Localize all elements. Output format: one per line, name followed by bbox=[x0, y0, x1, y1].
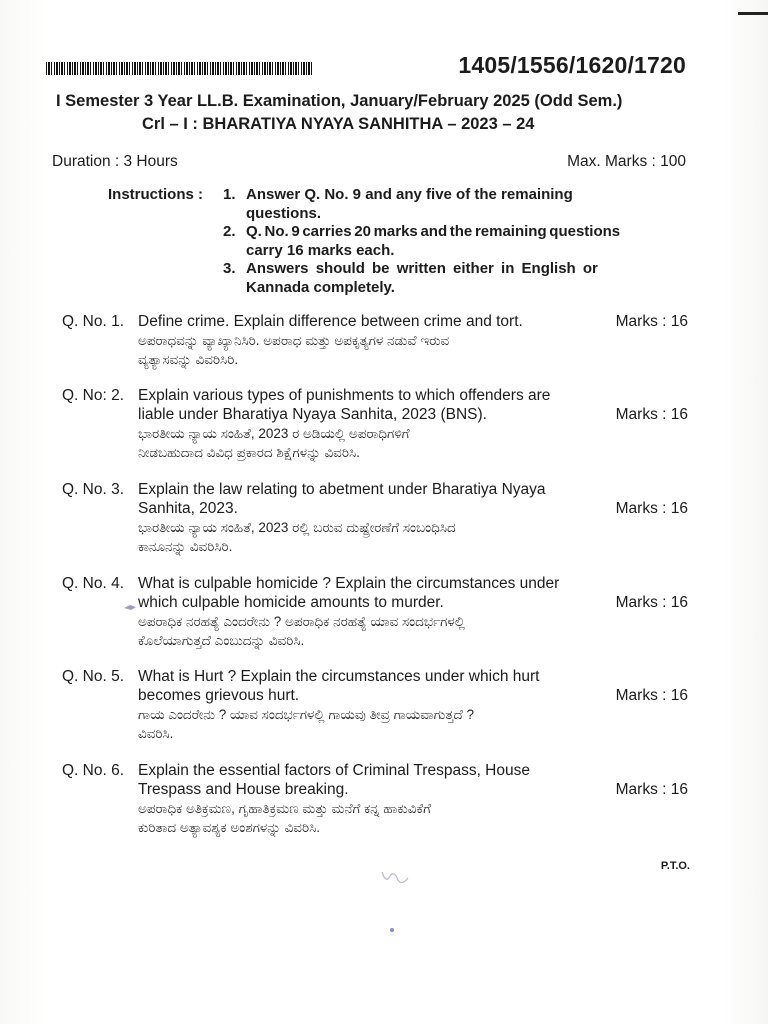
question-number: Q. No. 1. bbox=[62, 313, 125, 330]
instruction-line: carry 16 marks each. bbox=[246, 242, 395, 259]
instruction-number: 2. bbox=[223, 223, 236, 240]
question-english-line: What is culpable homicide ? Explain the circumstances under bbox=[138, 575, 560, 592]
question-number: Q. No: 2. bbox=[62, 387, 125, 404]
question-marks: Marks : 16 bbox=[615, 594, 688, 611]
question-kannada-line: ವ್ಯತ್ಯಾಸವನ್ನು ವಿವರಿಸಿರಿ. bbox=[138, 352, 239, 367]
question-number: Q. No. 5. bbox=[62, 668, 125, 685]
pto-label: P.T.O. bbox=[660, 860, 690, 872]
question-text bbox=[138, 480, 596, 556]
barcode bbox=[46, 62, 312, 75]
exam-title: I Semester 3 Year LL.B. Examination, January/February 2025 (Odd Sem.) bbox=[56, 92, 623, 110]
question-kannada-line: ಭಾರತೀಯ ನ್ಯಾಯ ಸಂಹಿತೆ, 2023 ರ ಅಡಿಯಲ್ಲಿ ಅಪರಾಧಿಗಳಿಗೆ bbox=[138, 426, 410, 441]
question-kannada-line: ಕೊಲೆಯಾಗುತ್ತದೆ ಎಂಬುದನ್ನು ವಿವರಿಸಿ. bbox=[138, 633, 305, 648]
question-kannada-line: ಅಪರಾಧಿಕ ನರಹತ್ಯೆ ಎಂದರೇನು ? ಅಪರಾಧಿಕ ನರಹತ್ಯೆ ಯಾವ ಸಂದರ್ಭಗಳಲ್ಲಿ bbox=[138, 614, 465, 629]
question-marks: Marks : 16 bbox=[615, 500, 688, 517]
instructions-label: Instructions : bbox=[108, 186, 204, 203]
question-english-line: Explain the essential factors of Criminal Trespass, House bbox=[138, 762, 530, 779]
question-english-line: Explain various types of punishments to which offenders are bbox=[138, 387, 551, 404]
question-english-line: which culpable homicide amounts to murder. bbox=[138, 594, 444, 611]
question-english-line: Define crime. Explain difference between crime and tort. bbox=[138, 313, 523, 330]
instruction-line: questions. bbox=[246, 205, 322, 222]
ink-smudge bbox=[122, 602, 140, 612]
question-text bbox=[138, 761, 596, 837]
question-marks: Marks : 16 bbox=[615, 313, 688, 330]
question-kannada-line: ಕಾನೂನನ್ನು ವಿವರಿಸಿರಿ. bbox=[138, 539, 233, 554]
instruction-line: Answer Q. No. 9 and any five of the remaining bbox=[246, 186, 573, 203]
question-kannada-line: ಗಾಯ ಎಂದರೇನು ? ಯಾವ ಸಂದರ್ಭಗಳಲ್ಲಿ ಗಾಯವು ತೀವ್ರ ಗಾಯವಾಗುತ್ತದೆ ? bbox=[138, 707, 475, 722]
scan-edge-mark bbox=[738, 12, 768, 15]
max-marks: Max. Marks : 100 bbox=[567, 153, 686, 170]
question-english-line: Explain the law relating to abetment under Bharatiya Nyaya bbox=[138, 481, 546, 498]
question-kannada-line: ನೀಡಬಹುದಾದ ವಿವಿಧ ಪ್ರಕಾರದ ಶಿಕ್ಷೆಗಳನ್ನು ವಿವರಿಸಿ. bbox=[138, 445, 360, 460]
question-text bbox=[138, 574, 596, 650]
question-english-line: What is Hurt ? Explain the circumstances under which hurt bbox=[138, 668, 540, 685]
question-english-line: becomes grievous hurt. bbox=[138, 687, 300, 704]
paper-code: 1405/1556/1620/1720 bbox=[458, 52, 686, 78]
question-english-line: liable under Bharatiya Nyaya Sanhita, 2023 (BNS). bbox=[138, 406, 487, 423]
instruction-number: 3. bbox=[223, 260, 236, 277]
question-text bbox=[138, 667, 596, 743]
question-marks: Marks : 16 bbox=[615, 406, 688, 423]
question-text bbox=[138, 386, 596, 462]
instruction-line: Answers should be written either in English or bbox=[246, 260, 598, 277]
question-kannada-line: ಅಪರಾಧವನ್ನು ವ್ಯಾಖ್ಯಾನಿಸಿರಿ. ಅಪರಾಧ ಮತ್ತು ಅಪಕೃತ್ಯಗಳ ನಡುವೆ ಇರುವ bbox=[138, 333, 450, 348]
instruction-line: Kannada completely. bbox=[246, 279, 395, 296]
question-number: Q. No. 4. bbox=[62, 575, 125, 592]
question-text bbox=[138, 312, 596, 369]
ink-smudge bbox=[376, 866, 416, 890]
question-kannada-line: ಭಾರತೀಯ ನ್ಯಾಯ ಸಂಹಿತೆ, 2023 ರಲ್ಲಿ ಬರುವ ದುಷ್ಪ್ರೇರಣೆಗೆ ಸಂಬಂಧಿಸಿದ bbox=[138, 520, 456, 535]
paper-title: Crl – I : BHARATIYA NYAYA SANHITHA – 2023 – 24 bbox=[142, 115, 535, 133]
question-number: Q. No. 6. bbox=[62, 762, 125, 779]
instruction-line: Q. No. 9 carries 20 marks and the remaining questions bbox=[246, 223, 621, 240]
question-number: Q. No. 3. bbox=[62, 481, 125, 498]
question-english-line: Sanhita, 2023. bbox=[138, 500, 238, 517]
ink-smudge bbox=[388, 926, 396, 934]
question-marks: Marks : 16 bbox=[615, 781, 688, 798]
duration: Duration : 3 Hours bbox=[52, 153, 178, 170]
question-marks: Marks : 16 bbox=[615, 687, 688, 704]
question-kannada-line: ಕುರಿತಾದ ಅತ್ಯಾವಶ್ಯಕ ಅಂಶಗಳನ್ನು ವಿವರಿಸಿ. bbox=[138, 820, 321, 835]
question-kannada-line: ಅಪರಾಧಿಕ ಅತಿಕ್ರಮಣ, ಗೃಹಾತಿಕ್ರಮಣ ಮತ್ತು ಮನೆಗೆ ಕನ್ನ ಹಾಕುವಿಕೆಗೆ bbox=[138, 801, 431, 816]
instruction-number: 1. bbox=[223, 186, 236, 203]
question-english-line: Trespass and House breaking. bbox=[138, 781, 349, 798]
question-kannada-line: ವಿವರಿಸಿ. bbox=[138, 726, 174, 741]
